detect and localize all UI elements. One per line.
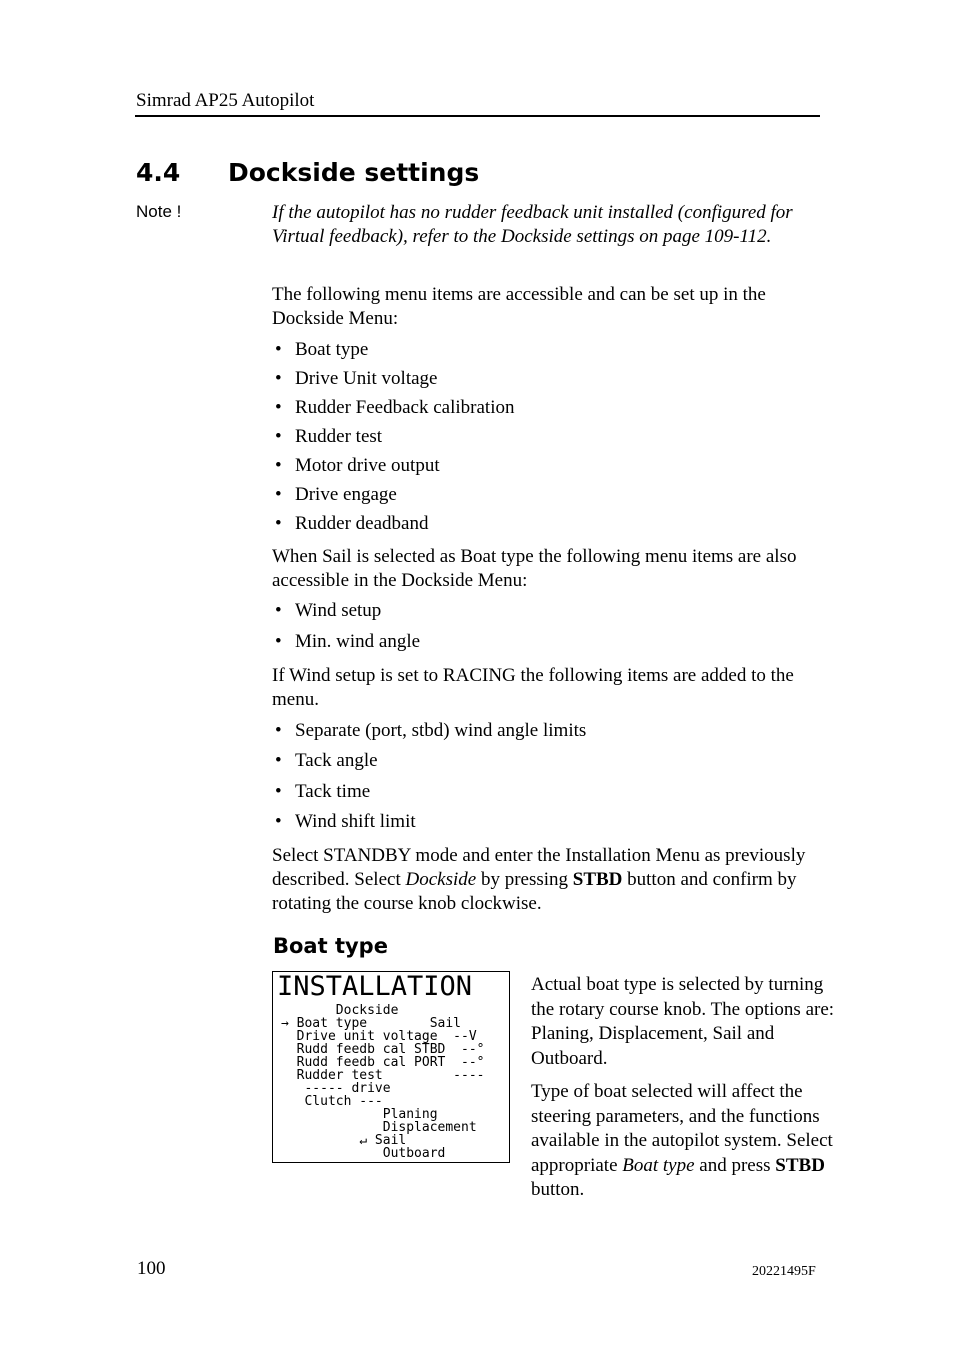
list-item: • Rudder deadband [272,512,514,541]
document-number: 20221495F [752,1264,816,1279]
text-run: Type of boat selected will affect the steering parameters, and the functions available in the autopilot system. Select appropriate [531,1081,833,1176]
list-item: • Rudder Feedback calibration [272,396,514,425]
list-item: • Drive engage [272,483,514,512]
intro-paragraph: The following menu items are accessible and can be set up in the Dockside Menu: [272,284,766,329]
text-run: by pressing [476,869,573,890]
running-header: Simrad AP25 Autopilot [136,90,315,111]
list-item: • Drive Unit voltage [272,367,514,396]
text-run: button. [531,1179,585,1200]
list-item: • Wind shift limit [272,810,586,840]
sail-paragraph: When Sail is selected as Boat type the following menu items are also accessible in the Dockside Menu: [272,546,797,591]
emphasis: Boat type [622,1154,695,1176]
list-item: • Min. wind angle [272,630,420,661]
page-number: 100 [137,1258,166,1279]
text-run: Select STANDBY mode and enter the Installation Menu as previously described. Select [272,845,806,890]
screen-menu-lines: Dockside → Boat type Sail Drive unit voltage --V Rudd feedb cal STBD --° Rudd feedb cal PORT --° Rudder test ---- ----- drive Clutch --- Planing Displacement ↵ Sail Outboard [281,1003,485,1161]
note-label: Note ! [136,202,182,221]
stbd-key-name: STBD [572,869,623,890]
list-item: • Motor drive output [272,454,514,483]
note-text: If the autopilot has no rudder feedback unit installed (configured for Virtual feedback), refer to the Dockside settings on page 109-112. [272,202,793,247]
text-run: and press [694,1154,776,1176]
section-number: 4.4 [136,158,181,187]
stbd-key-name: STBD [775,1154,825,1176]
section-title: Dockside settings [228,158,480,187]
racing-menu-list [272,719,586,840]
list-item: • Tack angle [272,749,586,779]
list-item: • Boat type [272,338,514,367]
boat-type-paragraph-1: Actual boat type is selected by turning the rotary course knob. The options are: Planing, Displacement, Sail and Outboard. [531,974,835,1069]
boat-type-heading: Boat type [273,934,388,958]
list-item: • Separate (port, stbd) wind angle limits [272,719,586,749]
list-item: • Wind setup [272,599,420,630]
list-item: • Rudder test [272,425,514,454]
screen-title: INSTALLATION [277,971,473,1002]
list-item: • Tack time [272,780,586,810]
select-paragraph [272,844,824,916]
sail-menu-list [272,599,420,661]
installation-screen [272,971,510,1163]
racing-paragraph: If Wind setup is set to RACING the following items are added to the menu. [272,665,794,710]
emphasis: Dockside [405,869,477,890]
boat-type-paragraph-2 [531,1080,836,1203]
header-rule [135,115,820,117]
text-run: button and confirm by rotating the course knob clockwise. [272,869,797,914]
dockside-menu-list [272,338,514,541]
